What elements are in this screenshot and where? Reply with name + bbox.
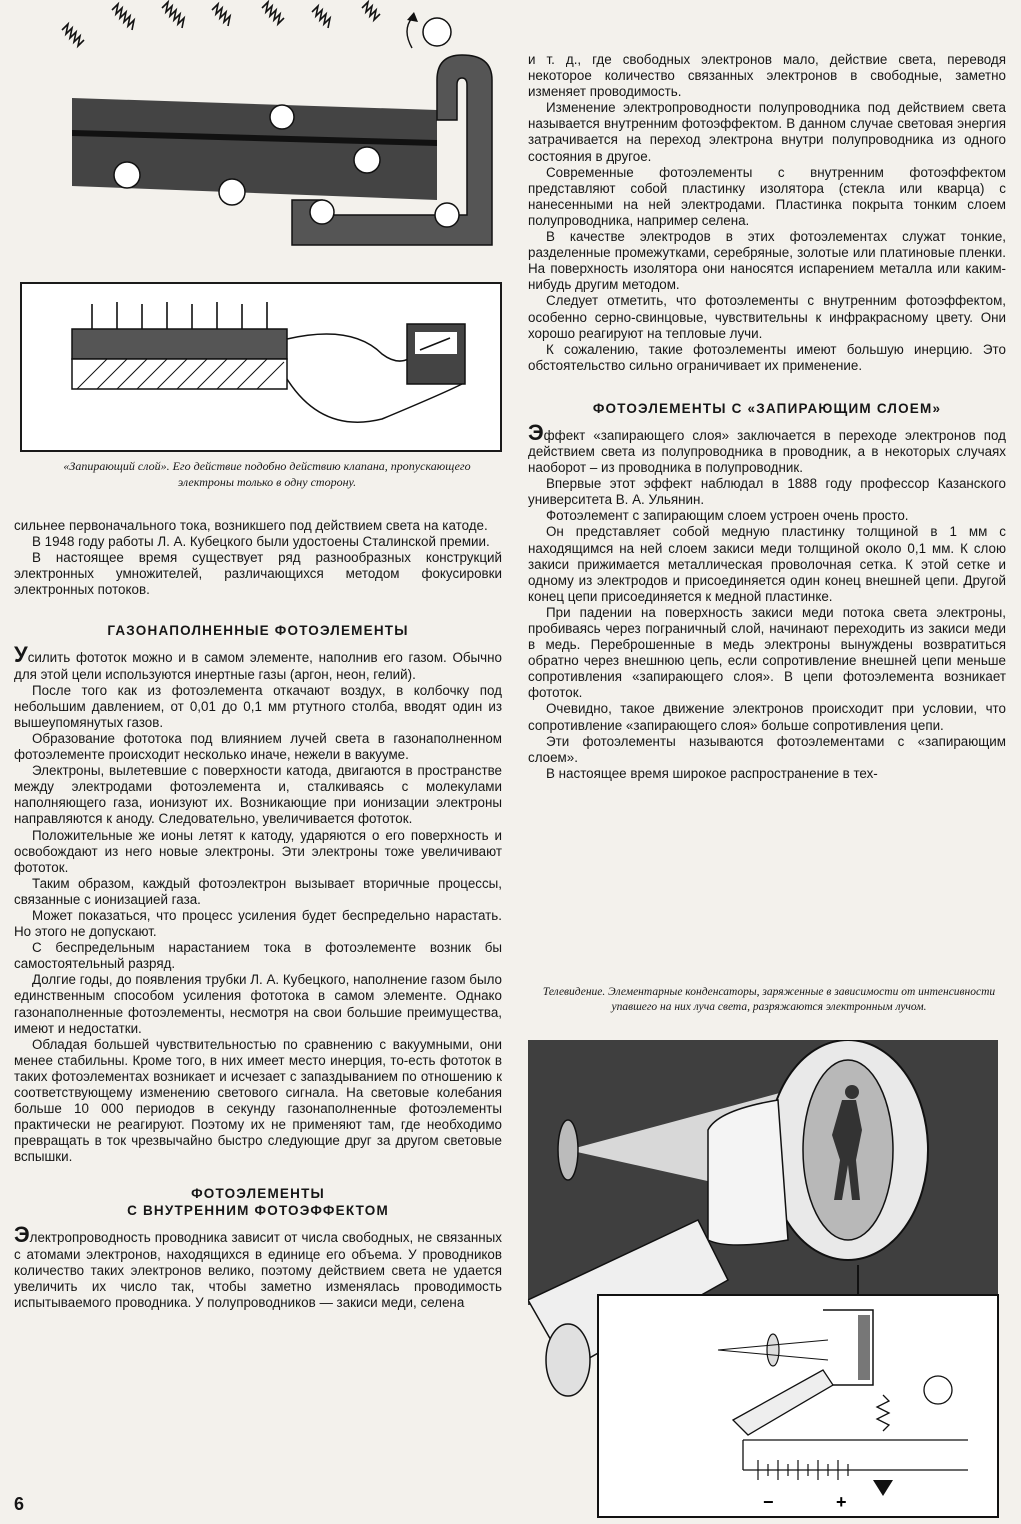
paragraph: Он представляет собой медную пластинку толщиной в 1 мм с находящимся на ней слоем закиси меди толщиной около 0,1 мм. К слою закиси прижимается металлическая проволочная сетка. К этой сетке и одному из электродов и присоединяется один конец внешней цепи. Другой конец цепи присоединяется к медной пластинке. [528,524,1006,604]
paragraph-first [528,419,1006,476]
paragraph: Может показаться, что процесс усиления будет беспредельно нарастать. Но этого не допускают. [14,907,502,940]
section-heading-barrier: ФОТОЭЛЕМЕНТЫ С «ЗАПИРАЮЩИМ СЛОЕМ» [592,400,942,416]
minus-sign: − [763,1492,774,1512]
paragraph-first [14,1222,502,1310]
paragraph: Положительные же ионы летят к катоду, ударяются о его поверхность и освобождают из него новые электроны. Эти электроны тоже увеличивают фототок. [14,827,502,875]
television-illustration [528,1040,1004,1520]
paragraph: В 1948 году работы Л. А. Кубецкого были удостоены Сталинской премии. [32,534,490,550]
paragraph: После того как из фотоэлемента откачают воздух, в колбочку под небольшим давлением, от 0,01 до 0,1 мм ртутного столба, вводят один из вышеупомянутых газов. [14,682,502,730]
electron-cartoon-figure [52,0,506,276]
paragraph: и т. д., где свободных электронов мало, действие света, переводя некоторое количество связанных электронов в свободные, заметно изменяет проводимость. [528,52,1006,100]
left-body-text [14,518,502,1311]
page-number: 6 [14,1494,25,1514]
paragraph: В настоящее время существует ряд разнообразных конструкций электронных умножителей, различающихся методом фокусировки электронных потоков. [14,550,502,598]
paragraph: Очевидно, такое движение электронов происходит при условии, что сопротивление «запирающего слоя» больше сопротивления цепи. [528,701,1006,733]
paragraph-first-text: ффект «запирающего слоя» заключается в переходе электронов под действием света из полупроводника в проводник, а в некоторых случаях наоборот – из проводника в полупроводник. [528,427,1006,476]
paragraph: Образование фототока под влиянием лучей света в газонаполненном фотоэлементе происходит несколько иначе, нежели в вакууме. [14,730,502,763]
paragraph: В настоящее время широкое распространение в тех- [546,765,878,781]
paragraph: Следует отметить, что фотоэлементы с внутренним фотоэффектом, особенно серно-свинцовые, чувствительны к инфракрасному цвету. Они хорошо реагируют на тепловые лучи. [528,293,1006,341]
paragraph: Электроны, вылетевшие с поверхности катода, двигаются в пространстве между электродами фотоэлемента и, сталкиваясь с молекулами наполняющего газа, ионизуют их. Возникающие при ионизации электроны направляются к аноду. Следовательно, увеличивается фототок. [14,763,502,827]
barrier-layer-illustration [52,0,506,276]
dropcap: Э [14,1222,30,1248]
section-heading-internal-2: С ВНУТРЕННИМ ФОТОЭФФЕКТОМ [127,1203,389,1219]
figure-caption-barrier: «Запирающий слой». Его действие подобно действию клапана, пропускающего электроны только в одну сторону. [63,459,471,489]
plus-sign: + [836,1492,847,1512]
photocell-circuit-figure [20,282,502,452]
paragraph: Современные фотоэлементы с внутренним фотоэффектом представляют собой пластинку изолятора (стекла или кварца) с нанесенными на ней электродами. Пластинка покрыта тонким слоем полупроводника, например селена. [528,164,1006,228]
paragraph: К сожалению, такие фотоэлементы имеют большую инерцию. Это обстоятельство сильно ограничивает их применение. [528,341,1006,373]
paragraph-first [14,642,502,682]
paragraph: Обладая большей чувствительностью по сравнению с вакуумными, они менее стабильны. Кроме того, в них имеет место инерция, то-есть фототок в таких фотоэлементах возникает и исчезает с запаздыванием по отношению к соответствующему изменению светового сигнала. На световые колебания больше 10 000 периодов в секунду газонаполненные фотоэлементы практически не реагируют. Поэтому их не применяют там, где необходимо превращать в ток чрезвычайно быстро следующие друг за другом световые вспышки. [14,1036,502,1165]
section-heading-internal-1: ФОТОЭЛЕМЕНТЫ [191,1186,325,1202]
paragraph: Долгие годы, до появления трубки Л. А. Кубецкого, наполнение газом было единственным способом усиления фототока в самом элементе. Однако газонаполненные фотоэлементы, несмотря на свои большие преимущества, имеют и недостатки. [14,972,502,1036]
right-body-text [528,52,1006,782]
television-tube-figure [528,1040,1004,1520]
paragraph: В качестве электродов в этих фотоэлементах служат тонкие, разделенные промежутками, серебряные, золотые или платиновые пленки. На поверхность изолятора они наносятся испарением металла или каким-нибудь другим методом. [528,229,1006,293]
paragraph: сильнее первоначального тока, возникшего под действием света на катоде. [14,518,488,533]
paragraph: Эти фотоэлементы называются фотоэлементами с «запирающим слоем». [528,733,1006,765]
dropcap: У [14,642,28,668]
paragraph: Изменение электропроводности полупроводника под действием света называется внутренним фотоэффектом. В данном случае световая энергия затрачивается на переход электрона внутри полупроводника из одного состояния в другое. [528,100,1006,164]
section-heading-gas: ГАЗОНАПОЛНЕННЫЕ ФОТОЭЛЕМЕНТЫ [107,623,409,639]
paragraph-first-text: лектропроводность проводника зависит от числа свободных, не связанных с атомами электронов, находящихся в единице его объема. У проводников количество таких электронов велико, поэтому действием света не удается увеличить их число так, чтобы заметно изменялась проводимость испытываемого проводника. У полупроводников — закиси меди, селена [14,1230,502,1310]
paragraph: Таким образом, каждый фотоэлектрон вызывает вторичные процессы, связанные с ионизацией газа. [14,875,502,907]
figure-caption-television: Телевидение. Элементарные конденсаторы, заряженные в зависимости от интенсивности упавшего на них луча света, разряжаются электронным лучом. [542,986,996,1013]
paragraph-first-text: силить фототок можно и в самом элементе, наполнив его газом. Обычно для этой цели используются инертные газы (аргон, неон, гелий). [14,650,502,682]
photocell-with-galvanometer [22,284,500,450]
dropcap: Э [528,419,544,445]
paragraph: При падении на поверхность закиси меди потока света электроны, пробиваясь через пограничный слой, начинают переходить из закиси меди в медь. Переброшенные в медь электроны вынуждены возвратиться обратно через внешнюю цепь, если сопротивление внешней цепи меньше сопротивления «запирающего слоя». В цепи фотоэлемента возникает фототок. [528,604,1006,701]
paragraph: Впервые этот эффект наблюдал в 1888 году профессор Казанского университета В. А. Ульянин. [528,476,1006,508]
paragraph: С беспредельным нарастанием тока в фотоэлементе возник бы самостоятельный разряд. [14,940,502,972]
paragraph: Фотоэлемент с запирающим слоем устроен очень просто. [546,508,909,524]
